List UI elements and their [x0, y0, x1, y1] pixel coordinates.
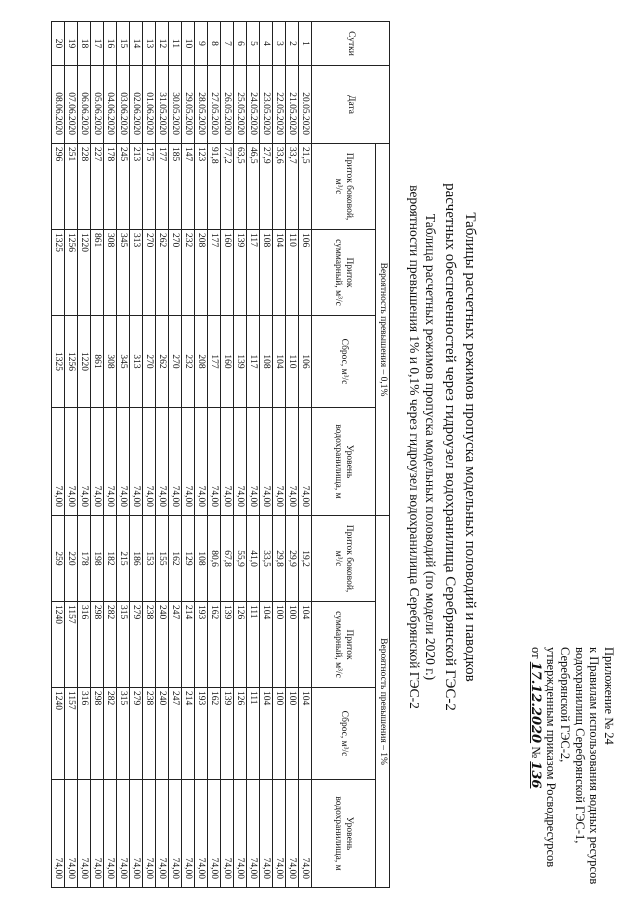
header-level: Уровень водохранилища, м: [312, 780, 376, 888]
discharge-cell: 316: [78, 688, 91, 780]
level-cell: 74,00: [156, 780, 169, 888]
level-cell: 74,00: [273, 780, 286, 888]
main-title-line: расчетных обеспеченностей через гидроузел водохранилища Серебрянской ГЭС-2: [442, 183, 458, 711]
date-cell: 24.05.2020: [247, 66, 260, 144]
total-cell: 177: [208, 230, 221, 316]
lateral-cell: 251: [65, 144, 78, 230]
lateral-cell: 91,8: [208, 144, 221, 230]
lateral-cell: 178: [78, 516, 91, 602]
day-cell: 16: [104, 22, 117, 66]
day-cell: 6: [234, 22, 247, 66]
order-prefix: от: [529, 647, 544, 659]
total-cell: 298: [91, 602, 104, 688]
day-cell: 1: [299, 22, 312, 66]
total-cell: 262: [156, 230, 169, 316]
date-cell: 30.05.2020: [169, 66, 182, 144]
discharge-cell: 232: [182, 316, 195, 408]
day-cell: 5: [247, 22, 260, 66]
date-cell: 23.05.2020: [260, 66, 273, 144]
lateral-cell: 245: [117, 144, 130, 230]
date-cell: 20.05.2020: [299, 66, 312, 144]
total-cell: 240: [156, 602, 169, 688]
discharge-cell: 110: [286, 316, 299, 408]
level-cell: 74,00: [234, 408, 247, 516]
total-cell: 313: [130, 230, 143, 316]
lateral-cell: 215: [117, 516, 130, 602]
level-cell: 74,00: [169, 780, 182, 888]
level-cell: 74,00: [182, 780, 195, 888]
order-line: [528, 647, 544, 887]
discharge-cell: 104: [299, 688, 312, 780]
level-cell: 74,00: [78, 780, 91, 888]
total-cell: 316: [78, 602, 91, 688]
discharge-cell: 1220: [78, 316, 91, 408]
header-discharge: Сброс, м³/с: [312, 316, 376, 408]
total-cell: 193: [195, 602, 208, 688]
table-row: [91, 22, 104, 888]
discharge-cell: 126: [234, 688, 247, 780]
lateral-cell: 67,8: [221, 516, 234, 602]
level-cell: 74,00: [130, 408, 143, 516]
total-cell: 238: [143, 602, 156, 688]
level-cell: 74,00: [169, 408, 182, 516]
discharge-cell: 104: [260, 688, 273, 780]
discharge-cell: 104: [273, 316, 286, 408]
discharge-cell: 270: [143, 316, 156, 408]
discharge-cell: 108: [260, 316, 273, 408]
lateral-cell: 185: [169, 144, 182, 230]
level-cell: 74,00: [65, 408, 78, 516]
header-day: Сутки: [312, 22, 390, 66]
lateral-cell: 296: [52, 144, 65, 230]
appendix-line: водохранилищ Серебрянской ГЭС-1,: [573, 647, 587, 844]
discharge-cell: 1157: [65, 688, 78, 780]
header-lateral-inflow: Приток боковой, м³/с: [312, 144, 376, 230]
total-cell: 308: [104, 230, 117, 316]
discharge-cell: 214: [182, 688, 195, 780]
lateral-cell: 153: [143, 516, 156, 602]
table-row: [182, 22, 195, 888]
total-cell: 111: [247, 602, 260, 688]
discharge-cell: 100: [286, 688, 299, 780]
header-total-inflow: Приток суммарный, м³/с: [312, 230, 376, 316]
table-row: [208, 22, 221, 888]
lateral-cell: 77,2: [221, 144, 234, 230]
header-probability-0-1: Вероятность превышения – 0,1%: [376, 144, 390, 516]
header-discharge: Сброс, м³/с: [312, 688, 376, 780]
level-cell: 74,00: [221, 780, 234, 888]
total-cell: 126: [234, 602, 247, 688]
level-cell: 74,00: [104, 780, 117, 888]
discharge-cell: 298: [91, 688, 104, 780]
table-caption-line: Таблица расчетных режимов пропуска модельных половодий (по модели 2020 г.): [423, 213, 438, 681]
day-cell: 19: [65, 22, 78, 66]
table-row: [130, 22, 143, 888]
lateral-cell: 162: [169, 516, 182, 602]
date-cell: 29.05.2020: [182, 66, 195, 144]
level-cell: 74,00: [299, 408, 312, 516]
discharge-cell: 279: [130, 688, 143, 780]
level-cell: 74,00: [156, 408, 169, 516]
level-cell: 74,00: [130, 780, 143, 888]
appendix-block: [528, 647, 616, 887]
total-cell: 108: [260, 230, 273, 316]
discharge-cell: 315: [117, 688, 130, 780]
level-cell: 74,00: [195, 408, 208, 516]
total-cell: 1325: [52, 230, 65, 316]
lateral-cell: 227: [91, 144, 104, 230]
table-caption: [406, 77, 438, 817]
table-row: [221, 22, 234, 888]
lateral-cell: 46,5: [247, 144, 260, 230]
lateral-cell: 228: [78, 144, 91, 230]
table-row: [286, 22, 299, 888]
lateral-cell: 41,0: [247, 516, 260, 602]
date-cell: 25.05.2020: [234, 66, 247, 144]
table-row: [299, 22, 312, 888]
table-row: [234, 22, 247, 888]
lateral-cell: 155: [156, 516, 169, 602]
day-cell: 8: [208, 22, 221, 66]
table-row: [65, 22, 78, 888]
level-cell: 74,00: [52, 408, 65, 516]
total-cell: 110: [286, 230, 299, 316]
total-cell: 214: [182, 602, 195, 688]
total-cell: 279: [130, 602, 143, 688]
discharge-cell: 262: [156, 316, 169, 408]
discharge-cell: 139: [234, 316, 247, 408]
day-cell: 2: [286, 22, 299, 66]
date-cell: 26.05.2020: [221, 66, 234, 144]
discharge-cell: 1240: [52, 688, 65, 780]
lateral-cell: 33,7: [286, 144, 299, 230]
level-cell: 74,00: [286, 780, 299, 888]
lateral-cell: 186: [130, 516, 143, 602]
day-cell: 9: [195, 22, 208, 66]
total-cell: 100: [286, 602, 299, 688]
lateral-cell: 178: [104, 144, 117, 230]
main-title-line: Таблицы расчетных режимов пропуска модельных половодий и паводков: [462, 212, 478, 682]
order-date: 17.12.2020: [528, 661, 544, 744]
lateral-cell: 27,9: [260, 144, 273, 230]
level-cell: 74,00: [195, 780, 208, 888]
header-probability-1: Вероятность превышения – 1%: [376, 516, 390, 888]
total-cell: 1256: [65, 230, 78, 316]
total-cell: 139: [234, 230, 247, 316]
total-cell: 270: [143, 230, 156, 316]
discharge-cell: 139: [221, 688, 234, 780]
table-row: [104, 22, 117, 888]
table-row: [143, 22, 156, 888]
level-cell: 74,00: [104, 408, 117, 516]
discharge-cell: 208: [195, 316, 208, 408]
day-cell: 12: [156, 22, 169, 66]
level-cell: 74,00: [273, 408, 286, 516]
total-cell: 162: [208, 602, 221, 688]
total-cell: 1220: [78, 230, 91, 316]
date-cell: 21.05.2020: [286, 66, 299, 144]
lateral-cell: 182: [104, 516, 117, 602]
table-row: [273, 22, 286, 888]
day-cell: 20: [52, 22, 65, 66]
total-cell: 104: [260, 602, 273, 688]
discharge-cell: 240: [156, 688, 169, 780]
discharge-cell: 861: [91, 316, 104, 408]
date-cell: 02.06.2020: [130, 66, 143, 144]
total-cell: 345: [117, 230, 130, 316]
total-cell: 861: [91, 230, 104, 316]
header-date: Дата: [312, 66, 390, 144]
main-title: [440, 77, 480, 817]
discharge-cell: 313: [130, 316, 143, 408]
lateral-cell: 213: [130, 144, 143, 230]
date-cell: 08.06.2020: [52, 66, 65, 144]
day-cell: 3: [273, 22, 286, 66]
table-row: [52, 22, 65, 888]
lateral-cell: 29,9: [286, 516, 299, 602]
lateral-cell: 63,5: [234, 144, 247, 230]
date-cell: 06.06.2020: [78, 66, 91, 144]
discharge-cell: 100: [273, 688, 286, 780]
total-cell: 208: [195, 230, 208, 316]
lateral-cell: 21,5: [299, 144, 312, 230]
discharge-cell: 162: [208, 688, 221, 780]
level-cell: 74,00: [52, 780, 65, 888]
total-cell: 315: [117, 602, 130, 688]
discharge-cell: 247: [169, 688, 182, 780]
lateral-cell: 29,8: [273, 516, 286, 602]
day-cell: 13: [143, 22, 156, 66]
day-cell: 15: [117, 22, 130, 66]
level-cell: 74,00: [117, 408, 130, 516]
discharge-cell: 193: [195, 688, 208, 780]
level-cell: 74,00: [91, 408, 104, 516]
discharge-cell: 160: [221, 316, 234, 408]
level-cell: 74,00: [208, 408, 221, 516]
lateral-cell: 80,6: [208, 516, 221, 602]
table-row: [117, 22, 130, 888]
lateral-cell: 108: [195, 516, 208, 602]
lateral-cell: 55,9: [234, 516, 247, 602]
level-cell: 74,00: [143, 408, 156, 516]
total-cell: 1240: [52, 602, 65, 688]
header-lateral-inflow: Приток боковой, м³/с: [312, 516, 376, 602]
level-cell: 74,00: [247, 780, 260, 888]
lateral-cell: 33,6: [273, 144, 286, 230]
discharge-cell: 106: [299, 316, 312, 408]
total-cell: 282: [104, 602, 117, 688]
lateral-cell: 129: [182, 516, 195, 602]
date-cell: 07.06.2020: [65, 66, 78, 144]
appendix-line: Серебрянской ГЭС-2,: [558, 647, 573, 763]
lateral-cell: 123: [195, 144, 208, 230]
discharge-cell: 282: [104, 688, 117, 780]
table-row: [260, 22, 273, 888]
day-cell: 18: [78, 22, 91, 66]
table-row: [169, 22, 182, 888]
total-cell: 100: [273, 602, 286, 688]
order-number: 136: [528, 761, 544, 789]
order-number-label: №: [529, 746, 544, 759]
discharge-cell: 238: [143, 688, 156, 780]
date-cell: 31.05.2020: [156, 66, 169, 144]
discharge-cell: 345: [117, 316, 130, 408]
level-cell: 74,00: [117, 780, 130, 888]
date-cell: 05.06.2020: [91, 66, 104, 144]
day-cell: 10: [182, 22, 195, 66]
level-cell: 74,00: [208, 780, 221, 888]
level-cell: 74,00: [260, 408, 273, 516]
table-row: [247, 22, 260, 888]
total-cell: 247: [169, 602, 182, 688]
table-row: [156, 22, 169, 888]
level-cell: 74,00: [182, 408, 195, 516]
table-caption-line: вероятности превышения 1% и 0,1% через гидроузел водохранилища Серебрянской ГЭС-2: [407, 185, 422, 709]
total-cell: 232: [182, 230, 195, 316]
header-level: Уровень водохранилища, м: [312, 408, 376, 516]
header-total-inflow: Приток суммарный, м³/с: [312, 602, 376, 688]
table-row: [78, 22, 91, 888]
day-cell: 14: [130, 22, 143, 66]
level-cell: 74,00: [299, 780, 312, 888]
total-cell: 160: [221, 230, 234, 316]
date-cell: 04.06.2020: [104, 66, 117, 144]
discharge-cell: 1325: [52, 316, 65, 408]
total-cell: 270: [169, 230, 182, 316]
rotated-sheet: [14, 17, 626, 887]
lateral-cell: 177: [156, 144, 169, 230]
lateral-cell: 147: [182, 144, 195, 230]
table-row: [195, 22, 208, 888]
lateral-cell: 220: [65, 516, 78, 602]
total-cell: 104: [299, 602, 312, 688]
level-cell: 74,00: [234, 780, 247, 888]
day-cell: 4: [260, 22, 273, 66]
discharge-cell: 308: [104, 316, 117, 408]
lateral-cell: 259: [52, 516, 65, 602]
total-cell: 106: [299, 230, 312, 316]
level-cell: 74,00: [65, 780, 78, 888]
flood-regime-table: [51, 21, 390, 888]
appendix-line: утвержденным приказом Росводресурсов: [544, 647, 558, 868]
level-cell: 74,00: [221, 408, 234, 516]
appendix-line: к Правилам использования водных ресурсов: [587, 647, 602, 885]
total-cell: 1157: [65, 602, 78, 688]
discharge-cell: 1256: [65, 316, 78, 408]
day-cell: 11: [169, 22, 182, 66]
level-cell: 74,00: [78, 408, 91, 516]
date-cell: 03.06.2020: [117, 66, 130, 144]
lateral-cell: 175: [143, 144, 156, 230]
discharge-cell: 270: [169, 316, 182, 408]
table-body: [52, 22, 312, 888]
lateral-cell: 33,5: [260, 516, 273, 602]
level-cell: 74,00: [286, 408, 299, 516]
level-cell: 74,00: [260, 780, 273, 888]
total-cell: 117: [247, 230, 260, 316]
total-cell: 139: [221, 602, 234, 688]
level-cell: 74,00: [143, 780, 156, 888]
date-cell: 01.06.2020: [143, 66, 156, 144]
date-cell: 27.05.2020: [208, 66, 221, 144]
lateral-cell: 19,2: [299, 516, 312, 602]
appendix-line: Приложение № 24: [602, 647, 616, 745]
level-cell: 74,00: [91, 780, 104, 888]
discharge-cell: 117: [247, 316, 260, 408]
day-cell: 17: [91, 22, 104, 66]
discharge-cell: 111: [247, 688, 260, 780]
level-cell: 74,00: [247, 408, 260, 516]
lateral-cell: 198: [91, 516, 104, 602]
total-cell: 104: [273, 230, 286, 316]
day-cell: 7: [221, 22, 234, 66]
date-cell: 28.05.2020: [195, 66, 208, 144]
discharge-cell: 177: [208, 316, 221, 408]
date-cell: 22.05.2020: [273, 66, 286, 144]
